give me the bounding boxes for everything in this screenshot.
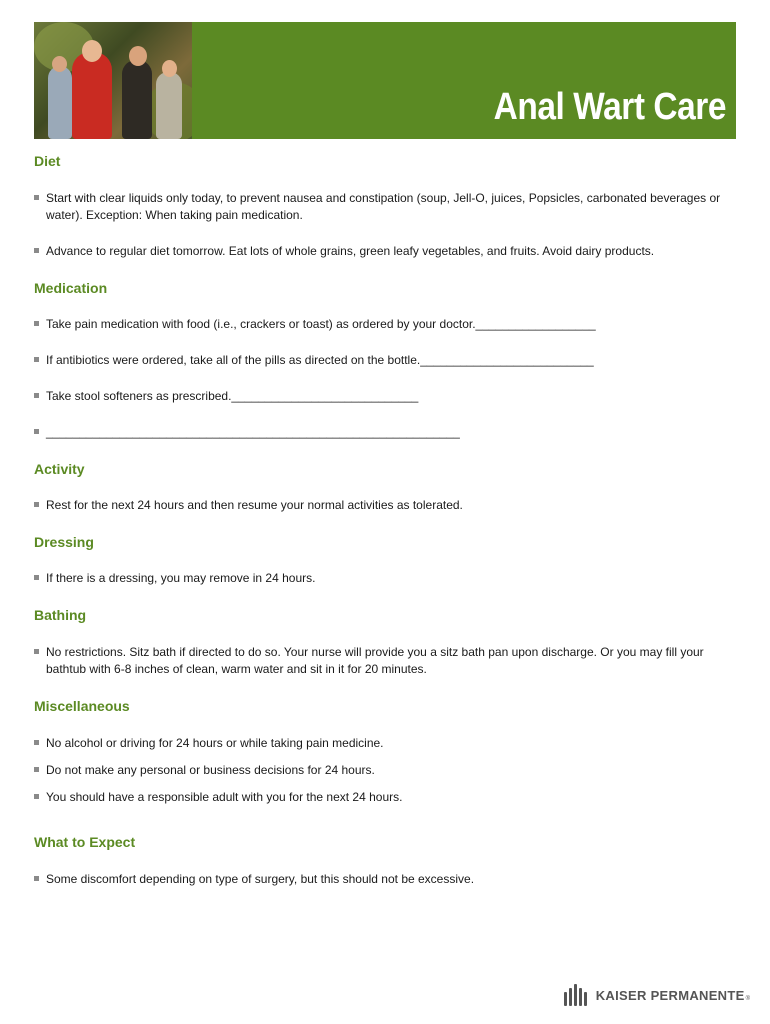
page-title: Anal Wart Care [493,86,726,128]
bullet-icon [34,429,39,434]
list-item: Take stool softeners as prescribed.____________________________ [34,388,736,405]
bullet-icon [34,393,39,398]
list-item: Advance to regular diet tomorrow. Eat lots of whole grains, green leafy vegetables, and fruits. Avoid dairy products. [34,243,736,260]
logo-people-icon [562,984,592,1006]
header-photo [34,22,192,139]
section-heading-dressing: Dressing [34,534,94,550]
list-item: Do not make any personal or business decisions for 24 hours. [34,762,736,779]
list-item: Take pain medication with food (i.e., crackers or toast) as ordered by your doctor.__________________ [34,316,736,333]
bullet-icon [34,248,39,253]
section-heading-what-to-expect: What to Expect [34,834,136,850]
bullet-icon [34,794,39,799]
list-item: Rest for the next 24 hours and then resume your normal activities as tolerated. [34,497,736,514]
list-item: ______________________________________________________________ [34,424,736,441]
bullet-icon [34,575,39,580]
bullet-icon [34,357,39,362]
registered-mark: ® [745,996,750,1002]
section-heading-activity: Activity [34,461,85,477]
list-item: No alcohol or driving for 24 hours or while taking pain medicine. [34,735,736,752]
list-item: Start with clear liquids only today, to prevent nausea and constipation (soup, Jell-O, juices, Popsicles, carbonated beverages or water). Exception: When taking pain medication. [34,190,736,224]
list-item: No restrictions. Sitz bath if directed to do so. Your nurse will provide you a sitz bath pan upon discharge. Or you may fill your bathtub with 6-8 inches of clean, warm water and sit in it for 20 minutes. [34,644,736,678]
list-item: If there is a dressing, you may remove in 24 hours. [34,570,736,587]
section-heading-medication: Medication [34,280,108,296]
bullet-icon [34,195,39,200]
bullet-icon [34,767,39,772]
list-item: You should have a responsible adult with you for the next 24 hours. [34,789,736,806]
section-heading-miscellaneous: Miscellaneous [34,698,130,714]
list-item: If antibiotics were ordered, take all of the pills as directed on the bottle.__________________________ [34,352,736,369]
section-heading-diet: Diet [34,153,61,169]
header-banner [34,22,736,139]
list-item: Some discomfort depending on type of surgery, but this should not be excessive. [34,871,736,888]
section-heading-bathing: Bathing [34,607,87,623]
bullet-icon [34,740,39,745]
logo-text: KAISER PERMANENTE [595,987,745,1003]
bullet-icon [34,321,39,326]
bullet-icon [34,876,39,881]
bullet-icon [34,649,39,654]
kaiser-permanente-logo [562,984,750,1006]
bullet-icon [34,502,39,507]
